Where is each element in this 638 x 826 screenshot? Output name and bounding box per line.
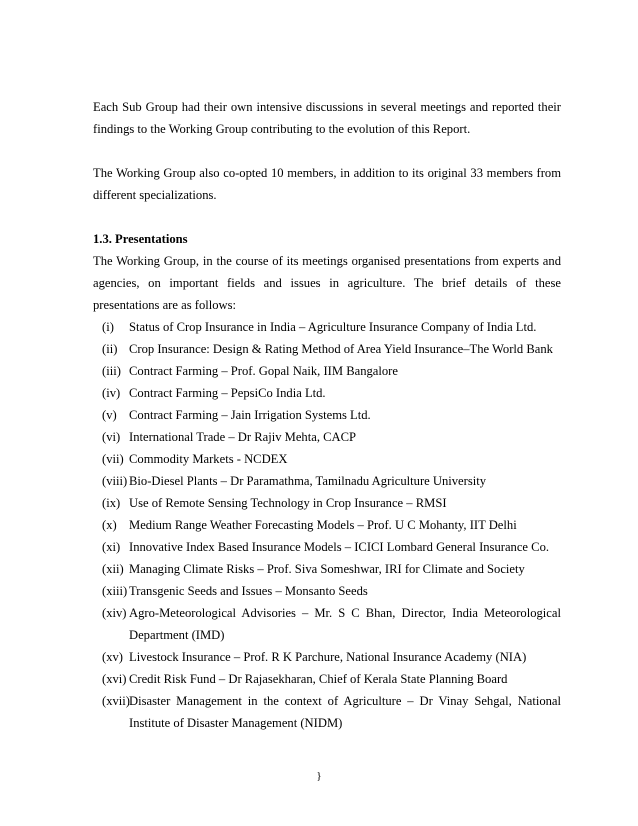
list-item-text: Innovative Index Based Insurance Models – ICICI Lombard General Insurance Co. bbox=[129, 540, 550, 554]
list-item-text: Status of Crop Insurance in India – Agriculture Insurance Company of India Ltd. bbox=[129, 320, 537, 334]
list-item-number: (ix) bbox=[102, 496, 121, 510]
list-item-number: (ii) bbox=[102, 342, 118, 356]
list-item bbox=[93, 536, 561, 558]
list-item bbox=[93, 382, 561, 404]
list-item-text: Contract Farming – PepsiCo India Ltd. bbox=[129, 386, 326, 400]
list-item-text: Managing Climate Risks – Prof. Siva Someshwar, IRI for Climate and Society bbox=[129, 562, 525, 576]
paragraph-subgroup-discussions: Each Sub Group had their own intensive discussions in several meetings and reported their findings to the Working Group contributing to the evolution of this Report. bbox=[93, 100, 561, 136]
list-item-number: (xiii) bbox=[102, 584, 128, 598]
list-item-text: International Trade – Dr Rajiv Mehta, CACP bbox=[129, 430, 357, 444]
list-item bbox=[93, 690, 561, 734]
list-item-number: (iv) bbox=[102, 386, 121, 400]
document-page bbox=[93, 96, 561, 734]
list-item-number: (v) bbox=[102, 408, 117, 422]
list-item-text: Agro-Meteorological Advisories – Mr. S C Bhan, Director, India Meteorological Department (IMD) bbox=[129, 606, 561, 642]
list-item-number: (vii) bbox=[102, 452, 124, 466]
list-item-text: Disaster Management in the context of Agriculture – Dr Vinay Sehgal, National Institute of Disaster Management (NIDM) bbox=[129, 694, 561, 730]
list-item bbox=[93, 316, 561, 338]
section-heading: 1.3. Presentations bbox=[93, 232, 188, 246]
list-item-number: (i) bbox=[102, 320, 114, 334]
list-item-text: Contract Farming – Prof. Gopal Naik, IIM Bangalore bbox=[129, 364, 398, 378]
list-item bbox=[93, 580, 561, 602]
list-item-text: Livestock Insurance – Prof. R K Parchure, National Insurance Academy (NIA) bbox=[129, 650, 527, 664]
paragraph-co-opted-members: The Working Group also co-opted 10 members, in addition to its original 33 members from different specializations. bbox=[93, 166, 561, 202]
list-item-text: Bio-Diesel Plants – Dr Paramathma, Tamilnadu Agriculture University bbox=[129, 474, 487, 488]
list-item-number: (xvi) bbox=[102, 672, 127, 686]
section-intro: The Working Group, in the course of its meetings organised presentations from experts and agencies, on important fields and issues in agriculture. The brief details of these presentations are as follows: bbox=[93, 254, 561, 312]
list-item bbox=[93, 558, 561, 580]
list-item-text: Contract Farming – Jain Irrigation Systems Ltd. bbox=[129, 408, 371, 422]
list-item bbox=[93, 448, 561, 470]
list-item-number: (xvii) bbox=[102, 694, 130, 708]
list-item-text: Use of Remote Sensing Technology in Crop Insurance – RMSI bbox=[129, 496, 447, 510]
list-item-number: (xv) bbox=[102, 650, 123, 664]
presentations-list bbox=[93, 316, 561, 734]
list-item-text: Credit Risk Fund – Dr Rajasekharan, Chief of Kerala State Planning Board bbox=[129, 672, 508, 686]
list-item bbox=[93, 404, 561, 426]
list-item-text: Medium Range Weather Forecasting Models – Prof. U C Mohanty, IIT Delhi bbox=[129, 518, 517, 532]
list-item-number: (xii) bbox=[102, 562, 124, 576]
list-item bbox=[93, 514, 561, 536]
list-item bbox=[93, 646, 561, 668]
list-item bbox=[93, 492, 561, 514]
list-item-number: (viii) bbox=[102, 474, 128, 488]
list-item-text: Commodity Markets - NCDEX bbox=[129, 452, 288, 466]
list-item bbox=[93, 426, 561, 448]
list-item bbox=[93, 668, 561, 690]
list-item bbox=[93, 602, 561, 646]
list-item-text: Transgenic Seeds and Issues – Monsanto Seeds bbox=[129, 584, 368, 598]
list-item bbox=[93, 338, 561, 360]
list-item-number: (vi) bbox=[102, 430, 121, 444]
list-item bbox=[93, 360, 561, 382]
list-item-text: Crop Insurance: Design & Rating Method of Area Yield Insurance–The World Bank bbox=[129, 342, 553, 356]
list-item-number: (iii) bbox=[102, 364, 121, 378]
list-item-number: (xiv) bbox=[102, 606, 127, 620]
list-item-number: (x) bbox=[102, 518, 117, 532]
list-item-number: (xi) bbox=[102, 540, 121, 554]
page-number: } bbox=[316, 770, 322, 782]
list-item bbox=[93, 470, 561, 492]
